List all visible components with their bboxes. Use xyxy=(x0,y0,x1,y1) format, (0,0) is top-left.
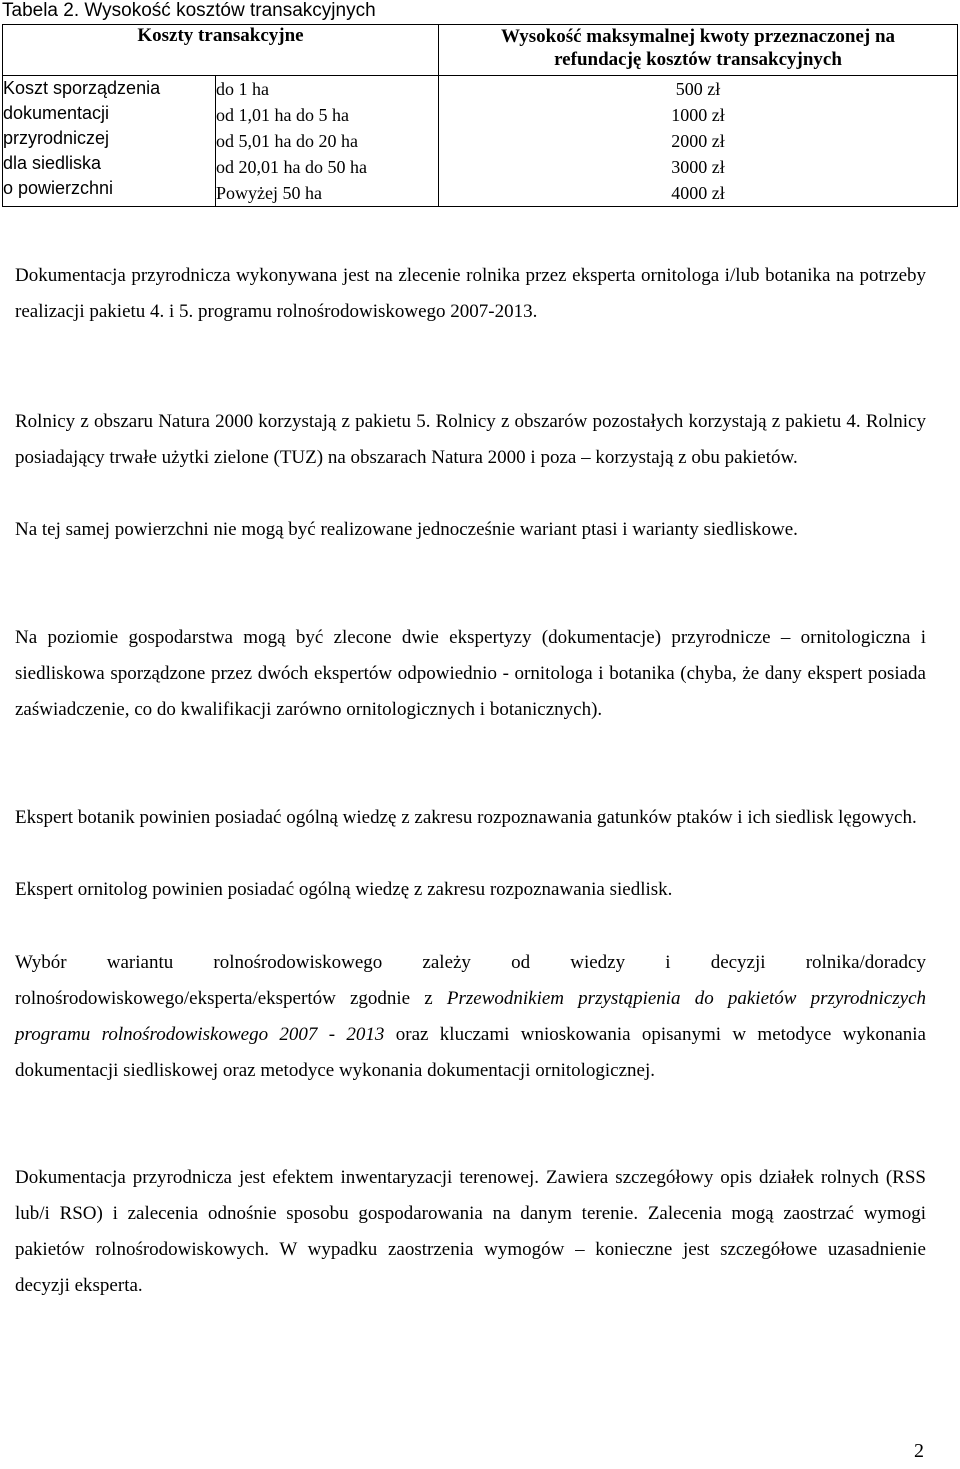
table-body-row xyxy=(3,76,958,207)
paragraph-variant-choice xyxy=(15,945,926,1089)
paragraph-two-expertises: Na poziomie gospodarstwa mogą być zlecone dwie ekspertyzy (dokumentacje) przyrodnicze – ornitologiczna i siedliskowa sporządzone przez dwóch ekspertów odpowiednio - ornitologa i botanika (chyba, że dany ekspert posiada zaświadczenie, co do kwalifikacji zarówno ornitologicznych i botanicznych). xyxy=(15,627,926,720)
paragraph-botanist-knowledge: Ekspert botanik powinien posiadać ogólną wiedzę z zakresu rozpoznawania gatunków ptaków i ich siedlisk lęgowych. xyxy=(15,807,917,828)
transaction-costs-table xyxy=(2,24,958,207)
table-header-row xyxy=(3,25,958,76)
paragraph-inventory: Dokumentacja przyrodnicza jest efektem inwentaryzacji terenowej. Zawiera szczegółowy opis działek rolnych (RSS lub/i RSO) i zalecenia odnośnie sposobu gospodarowania na danym terenie. Zalecenia mogą zaostrzać wymogi pakietów rolnośrodowiskowych. W wypadku zaostrzenia wymogów – konieczne jest szczegółowe uzasadnienie decyzji eksperta. xyxy=(15,1167,926,1296)
paragraph-natura-2000: Rolnicy z obszaru Natura 2000 korzystają z pakietu 5. Rolnicy z obszarów pozostałych korzystają z pakietu 4. Rolnicy posiadający trwałe użytki zielone (TUZ) na obszarach Natura 2000 i poza – korzystają z obu pakietów. xyxy=(15,411,926,468)
side-label-cell xyxy=(3,76,216,207)
area-range: do 1 ha xyxy=(216,79,269,99)
header-max-refund xyxy=(439,25,958,76)
refund-amount: 4000 zł xyxy=(671,183,725,203)
refund-amount: 500 zł xyxy=(675,79,721,99)
variant-choice-text: Wybór wariantu rolnośrodowiskowego zależy od wiedzy i decyzji rolnika/doradcy rolnośrodowiskowego/eksperta/ekspertów zgodnie z xyxy=(15,952,926,1009)
area-range-cell xyxy=(216,76,439,207)
refund-amount: 1000 zł xyxy=(671,105,725,125)
refund-amount-cell xyxy=(439,76,958,207)
side-label-line: Koszt sporządzenia xyxy=(3,78,161,98)
area-range: Powyżej 50 ha xyxy=(216,183,322,203)
header-transaction-costs: Koszty transakcyjne xyxy=(3,25,439,76)
paragraph-documentation-scope: Dokumentacja przyrodnicza wykonywana jest na zlecenie rolnika przez eksperta ornitologa i/lub botanika na potrzeby realizacji pakietu 4. i 5. programu rolnośrodowiskowego 2007-2013. xyxy=(15,265,926,322)
side-label-line: dokumentacji xyxy=(3,103,110,123)
area-range: od 20,01 ha do 50 ha xyxy=(216,157,367,177)
side-label-line: o powierzchni xyxy=(3,178,114,198)
side-label-line: przyrodniczej xyxy=(3,128,110,148)
area-range: od 1,01 ha do 5 ha xyxy=(216,105,349,125)
paragraph-variant-exclusion: Na tej samej powierzchni nie mogą być realizowane jednocześnie wariant ptasi i warianty siedliskowe. xyxy=(15,519,798,540)
guide-title: Przewodnikiem przystąpienia do pakietów przyrodniczych programu rolnośrodowiskowego 2007 - 2013 xyxy=(15,988,926,1045)
refund-amount: 3000 zł xyxy=(671,157,725,177)
header-max-refund-line1: Wysokość maksymalnej kwoty przeznaczonej na xyxy=(500,26,896,47)
variant-choice-text-end: oraz kluczami wnioskowania opisanymi w metodyce wykonania dokumentacji siedliskowej oraz metodyce wykonania dokumentacji ornitologicznej. xyxy=(15,1024,926,1081)
table-caption: Tabela 2. Wysokość kosztów transakcyjnych xyxy=(2,0,376,21)
paragraph-ornithologist-knowledge: Ekspert ornitolog powinien posiadać ogólną wiedzę z zakresu rozpoznawania siedlisk. xyxy=(15,879,673,900)
header-max-refund-line2: refundację kosztów transakcyjnych xyxy=(554,49,842,70)
side-label-line: dla siedliska xyxy=(3,153,102,173)
area-range: od 5,01 ha do 20 ha xyxy=(216,131,358,151)
page-number: 2 xyxy=(914,1440,924,1462)
refund-amount: 2000 zł xyxy=(671,131,725,151)
